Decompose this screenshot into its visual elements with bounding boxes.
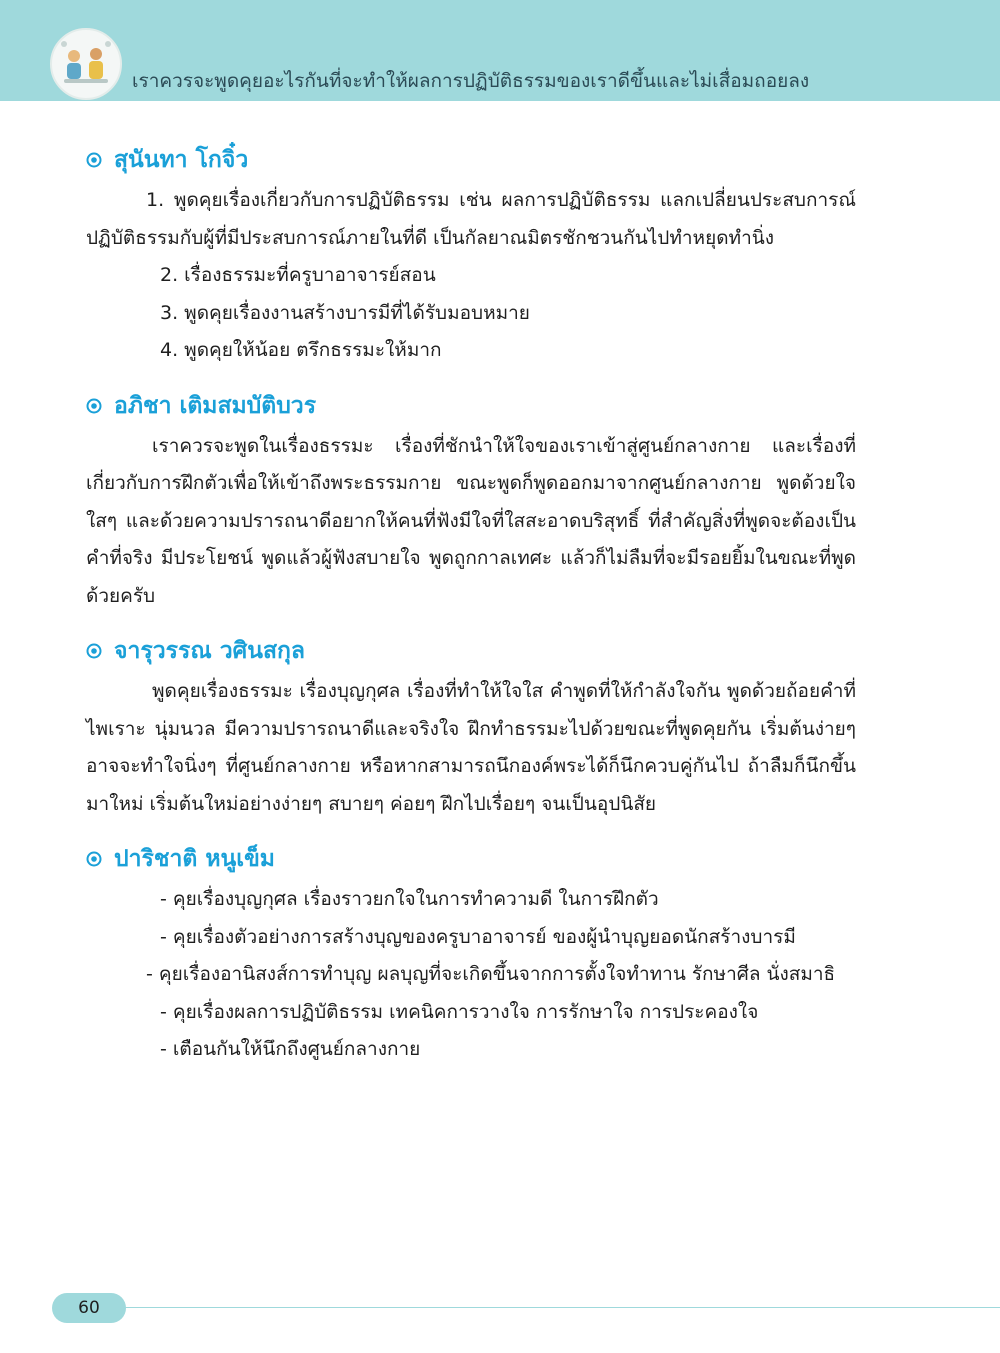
section-parichat <box>86 837 856 1069</box>
main-content <box>86 138 856 1083</box>
list-item: - คุยเรื่องผลการปฏิบัติธรรม เทคนิคการวางใจ การรักษาใจ การประคองใจ <box>160 1000 759 1023</box>
page-number: 60 <box>52 1293 126 1323</box>
section-name: จารุวรรณ วศินสกุล <box>114 638 306 664</box>
section-heading <box>86 384 856 428</box>
bullet-circle-icon <box>86 851 102 867</box>
section-name: อภิชา เติมสมบัติบวร <box>114 392 317 419</box>
section-jaruwan <box>86 629 856 823</box>
list-item: - คุยเรื่องอานิสงส์การทำบุญ ผลบุญที่จะเกิดขึ้นจากการตั้งใจทำทาน รักษาศีล นั่งสมาธิ <box>146 963 836 985</box>
bullet-circle-icon <box>86 643 102 659</box>
list-item: - เตือนกันให้นึกถึงศูนย์กลางกาย <box>160 1038 421 1060</box>
bullet-circle-icon <box>86 398 102 414</box>
footer-divider <box>120 1307 1000 1308</box>
section-name: ปาริชาติ หนูเข็ม <box>114 846 275 872</box>
section-heading <box>86 629 856 673</box>
list-item: 2. เรื่องธรรมะที่ครูบาอาจารย์สอน <box>160 264 436 286</box>
section-paragraph: เราควรจะพูดในเรื่องธรรมะ เรื่องที่ชักนำให้ใจของเราเข้าสู่ศูนย์กลางกาย และเรื่องที่เกี่ยวกับการฝึกตัวเพื่อให้เข้าถึงพระธรรมกาย ขณะพูดก็พูดออกมาจากศูนย์กลางกาย พูดด้วยใจใสๆ และด้วยความปรารถนาดีอยากให้คนที่ฟังมีใจที่ใสสะอาดบริสุทธิ์ ที่สำคัญสิ่งที่พูดจะต้องเป็นคำที่จริง มีประโยชน์ พูดแล้วผู้ฟังสบายใจ พูดถูกกาลเทศะ แล้วก็ไม่ลืมที่จะมีรอยยิ้มในขณะที่พูดด้วยครับ <box>86 434 856 607</box>
section-paragraph: พูดคุยเรื่องธรรมะ เรื่องบุญกุศล เรื่องที่ทำให้ใจใส คำพูดที่ให้กำลังใจกัน พูดด้วยถ้อยคำที่ไพเราะ นุ่มนวล มีความปรารถนาดีและจริงใจ ฝึกทำธรรมะไปด้วยขณะที่พูดคุยกัน เริ่มต้นง่ายๆ อาจจะทำใจนิ่งๆ ที่ศูนย์กลางกาย หรือหากสามารถนึกองค์พระได้ก็นึกควบคู่กันไป ถ้าลืมก็นึกขึ้นมาใหม่ เริ่มต้นใหม่อย่างง่ายๆ สบายๆ ค่อยๆ ฝึกไปเรื่อยๆ จนเป็นอุปนิสัย <box>86 680 856 815</box>
bullet-circle-icon <box>86 152 102 168</box>
list-item: 3. พูดคุยเรื่องงานสร้างบารมีที่ได้รับมอบหมาย <box>160 301 530 324</box>
list-item: 1. พูดคุยเรื่องเกี่ยวกับการปฏิบัติธรรม เช่น ผลการปฏิบัติธรรม แลกเปลี่ยนประสบการณ์ปฏิบัติธรรมกับผู้ที่มีประสบการณ์ภายในที่ดี เป็นกัลยาณมิตรชักชวนกันไปทำหยุดทำนิ่ง <box>86 189 856 249</box>
list-item: - คุยเรื่องบุญกุศล เรื่องราวยกใจในการทำความดี ในการฝึกตัว <box>160 888 659 910</box>
section-apicha <box>86 384 856 616</box>
list-item: - คุยเรื่องตัวอย่างการสร้างบุญของครูบาอาจารย์ ของผู้นำบุญยอดนักสร้างบารมี <box>160 925 796 948</box>
section-name: สุนันทา โกจิ๋ว <box>114 147 249 173</box>
section-sunantha <box>86 138 856 370</box>
section-heading <box>86 138 856 182</box>
header-title: เราควรจะพูดคุยอะไรกันที่จะทำให้ผลการปฏิบัติธรรมของเราดีขึ้นและไม่เสื่อมถอยลง <box>132 70 810 92</box>
section-heading <box>86 837 856 881</box>
list-item: 4. พูดคุยให้น้อย ตรึกธรรมะให้มาก <box>160 339 442 361</box>
people-illustration-icon <box>50 28 122 100</box>
